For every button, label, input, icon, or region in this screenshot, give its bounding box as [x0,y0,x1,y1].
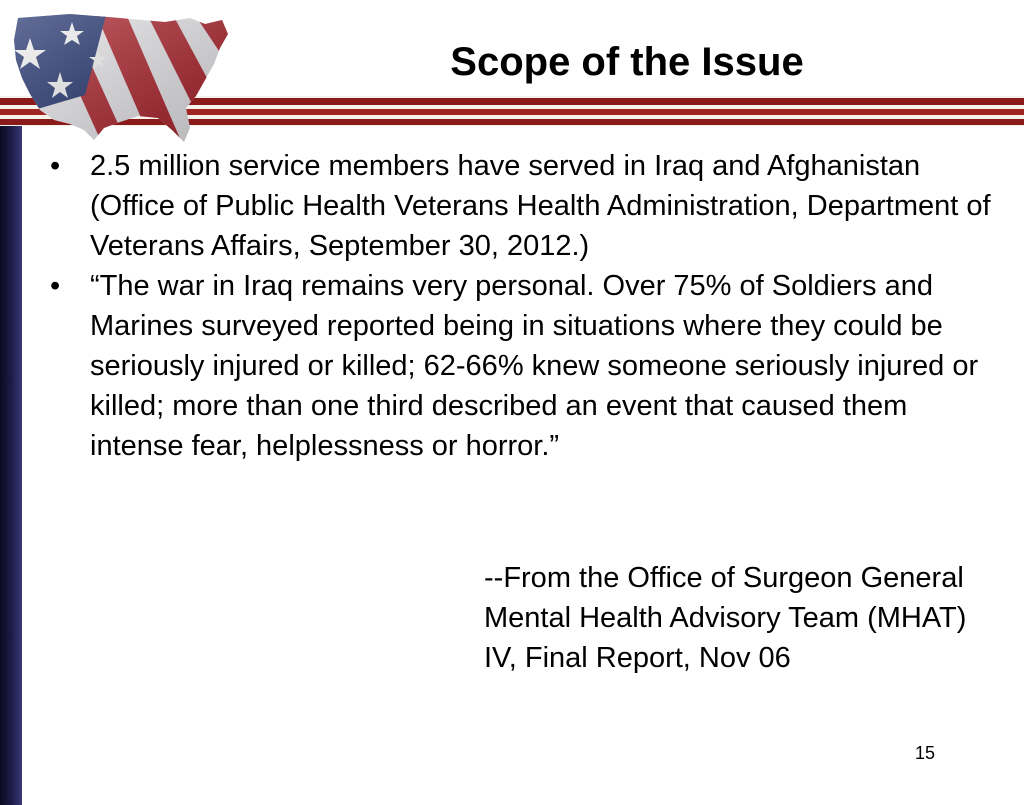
bullet-icon: • [50,270,61,302]
quote-attribution: --From the Office of Surgeon General Mental Health Advisory Team (MHAT) IV, Final Report, Nov 06 [484,562,967,674]
bullet-list [50,146,1000,466]
left-navy-bar [0,96,22,805]
us-flag-map-icon [0,0,235,150]
bullet-text: “The war in Iraq remains very personal. Over 75% of Soldiers and Marines surveyed reported being in situations where they could be seriously injured or killed; 62-66% knew someone seriously injured or killed; more than one third described an event that caused them intense fear, helplessness or horror.” [90,270,979,462]
slide-title: Scope of the Issue [450,40,804,84]
bullet-text: 2.5 million service members have served in Iraq and Afghanistan (Office of Public Health Veterans Health Administration, Department of Veterans Affairs, September 30, 2012.) [90,150,991,262]
page-number: 15 [914,743,936,763]
bullet-item [50,146,1000,266]
bullet-item [50,266,1000,466]
bullet-icon: • [50,150,61,182]
